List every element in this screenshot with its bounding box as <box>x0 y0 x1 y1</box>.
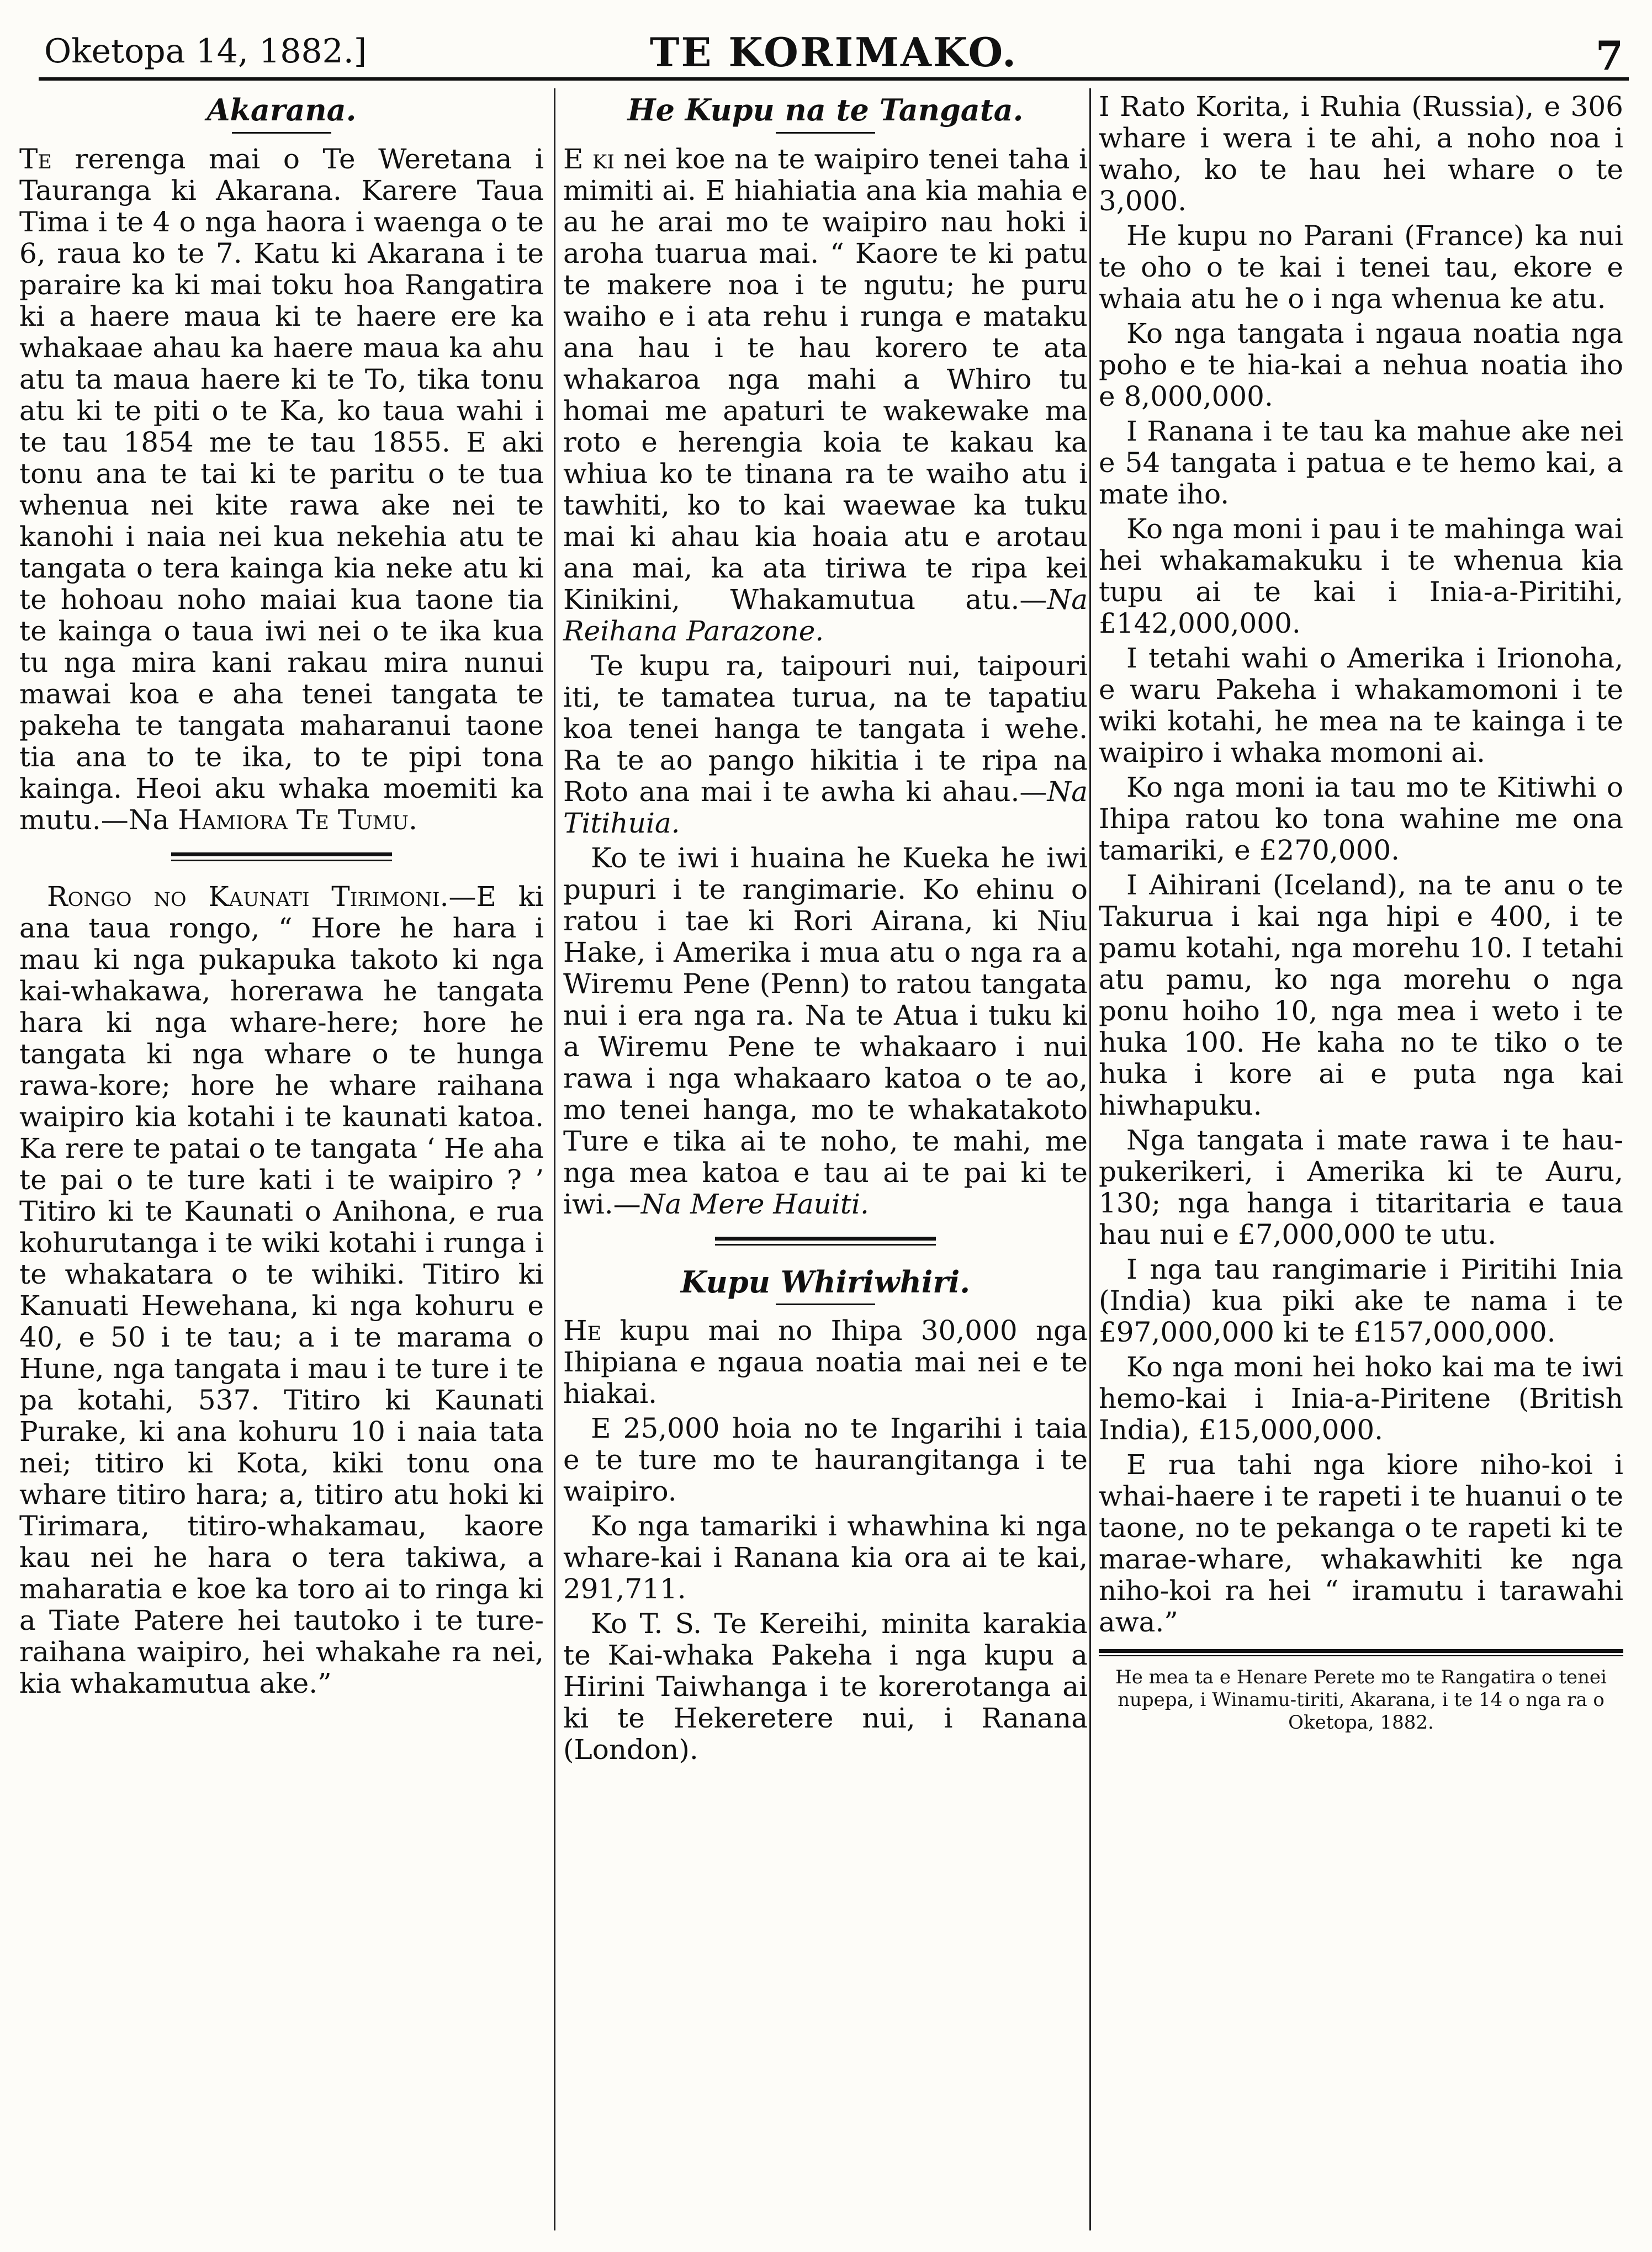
printer-imprint: He mea ta e Henare Perete mo te Rangatira o tenei nupepa, i Winamu-tiriti, Akarana, i te 14 o nga ra o Oketopa, 1882. <box>1115 1666 1607 1734</box>
news-item: Ko nga moni hei hoko kai ma te iwi hemo-kai i Inia-a-Piritene (British India), £15,000,000. <box>1099 1351 1623 1446</box>
newspaper-title: TE KORIMAKO. <box>649 29 1018 76</box>
column-2 <box>563 91 1088 1769</box>
news-item: I Rato Korita, i Ruhia (Russia), e 306 whare i wera i te ahi, a noho noa i waho, ko te hau hei whare o te 3,000. <box>1099 91 1623 217</box>
drop-word: He <box>563 1315 602 1347</box>
article-paragraph: E 25,000 hoia no te Ingarihi i taia e te ture mo te haurangitanga i te waipiro. <box>563 1412 1088 1508</box>
column-divider <box>1089 88 1091 2230</box>
author-signature: Na Titihuia. <box>563 775 1088 839</box>
article-paragraph <box>563 1315 1088 1410</box>
article-paragraph <box>563 650 1088 839</box>
column-divider <box>554 88 555 2230</box>
news-item: Ko nga moni ia tau mo te Kitiwhi o Ihipa ratou ko tona wahine me ona tamariki, e £270,000. <box>1099 771 1623 866</box>
imprint-rule <box>1099 1649 1623 1656</box>
article-paragraph: Ko nga tamariki i whawhina ki nga whare-kai i Ranana kia ora ai te kai, 291,711. <box>563 1510 1088 1605</box>
heading-rule <box>776 1303 875 1305</box>
author-signature: Na Mere Hauiti. <box>640 1188 869 1220</box>
article-paragraph <box>19 881 544 1699</box>
paragraph-text: Ko te iwi i huaina he Kueka he iwi pupuri i te rangimarie. Ko ehinu o ratou i tae ki Rori Airana, ki Niu Hake, i Amerika i mua atu o nga ra a Wiremu Pene (Penn) to ratou tangata nui i era nga ra. Na te Atua i tuku ki a Wiremu Pene te whakaaro i nui rawa i nga whakaaro katoa o te ao, mo tenei hanga, mo te whakatakoto Ture e tika ai te noho, te mahi, me nga mea katoa e tau ai te pai ki te iwi.— <box>563 841 1088 1220</box>
article-paragraph <box>19 144 544 836</box>
article-heading-kupu: He Kupu na te Tangata. <box>627 92 1024 128</box>
paragraph-text: nei koe na te waipiro tenei taha i mimiti ai. E hiahiatia ana kia mahia e au he arai mo te waipiro nau hoki i aroha tuarua mai. “ Kaore te ki patu te makere noa i te ngutu; he puru waiho e i ata rehu i runga e mataku ana hau i te hau korero te ata whakaroa nga mahi a Whiro tu homai me apaturi te wakewake ma roto e herengia koia te kakau ka whiua ko te tinana ra te waiho atu i tawhiti, ko to kai waewae ka tuku mai ki ahau kia hoaia atu e arotau ana mai, ka ata tiriwa te ripa kei Kinikini, Whakamutua atu.— <box>563 142 1088 616</box>
news-item: Ko nga tangata i ngaua noatia nga poho e te hia-kai a nehua noatia iho e 8,000,000. <box>1099 317 1623 412</box>
heading-rule <box>776 132 875 134</box>
article-paragraph <box>563 144 1088 647</box>
column-3 <box>1099 91 1623 1734</box>
news-item: Ko nga moni i pau i te mahinga wai hei whakamakuku i te whenua kia tupu ai te kai i Inia-a-Piritihi, £142,000,000. <box>1099 513 1623 639</box>
news-item: I nga tau rangimarie i Piritihi Inia (India) kua piki ake te nama i te £97,000,000 ki te £157,000,000. <box>1099 1253 1623 1348</box>
column-1 <box>19 91 544 1703</box>
drop-word: E ki <box>563 142 615 175</box>
section-divider <box>715 1237 936 1246</box>
author-signature: Hamiora Te Tumu. <box>178 803 417 836</box>
news-item: I Aihirani (Iceland), na te anu o te Takurua i kai nga hipi e 400, i te pamu kotahi, nga morehu 10. I tetahi atu pamu, ko nga morehu o nga ponu hoiho 10, nga mea i weto i te huka 100. He kaha no te tiko o te huka i kore ai e puta nga kai hiwhapuku. <box>1099 869 1623 1121</box>
article-heading-akarana: Akarana. <box>206 92 357 128</box>
issue-date: Oketopa 14, 1882.] <box>44 32 367 71</box>
paragraph-text: kupu mai no Ihipa 30,000 nga Ihipiana e ngaua noatia mai nei e te hiakai. <box>563 1315 1088 1410</box>
section-divider <box>171 852 392 861</box>
news-item: I Ranana i te tau ka mahue ake nei e 54 tangata i patua e te hemo kai, a mate iho. <box>1099 415 1623 510</box>
paragraph-text: Te kupu ra, taipouri nui, taipouri iti, te tamatea turua, na te tapatiu koa tenei hanga te tangata i wehe. Ra te ao pango hikitia i te ripa na Roto ana mai i te awha ki ahau.— <box>563 649 1088 808</box>
paragraph-text: —E ki ana taua rongo, “ Hore he hara i mau ki nga pukapuka takoto ki nga kai-whakawa, horerawa he tangata hara ki nga whare-here; hore he tangata ki nga whare o te hunga rawa-kore; hore he whare raihana waipiro kia kotahi i te kaunati katoa. Ka rere te patai o te tangata ‘ He aha te pai o te ture kati i te waipiro ? ’ Titiro ki te Kaunati o Anihona, e rua kohurutanga i te wiki kotahi i runga i te whakatara o te wihiki. Titiro ki Kanuati Hewehana, ki nga kohuru e 40, e 50 i te tau; a i te marama o Hune, nga tangata i mau i te ture i te pa kotahi, 537. Titiro ki Kaunati Purake, ki ana kohuru 10 i naia tata nei; titiro ki Kota, kiki tonu ona whare titiro hara; a, titiro atu hoki ki Tirimara, titiro-whakamau, kaore kau nei he hara o tera takiwa, a maharatia e koe ka toro ai to ringa ki a Tiate Patere hei tautoko i te ture-raihana waipiro, hei whakahe ra nei, kia whakamutua ake.” <box>19 880 544 1699</box>
news-item: Nga tangata i mate rawa i te hau-pukerikeri, i Amerika ki te Auru, 130; nga hanga i titaritaria e taua hau nui e £7,000,000 te utu. <box>1099 1124 1623 1250</box>
author-signature: Na Reihana Parazone. <box>563 583 1088 647</box>
news-item: He kupu no Parani (France) ka nui te oho o te kai i tenei tau, ekore e whaia atu he o i nga whenua ke atu. <box>1099 220 1623 315</box>
news-item: E rua tahi nga kiore niho-koi i whai-haere i te rapeti i te huanui o te taone, no te pekanga o te rapeti ki te marae-whare, whakawhiti ke nga niho-koi ra hei “ iramutu i tarawahi awa.” <box>1099 1449 1623 1638</box>
article-paragraph <box>563 842 1088 1220</box>
article-paragraph: Ko T. S. Te Kereihi, minita karakia te Kai-whaka Pakeha i nga kupu a Hirini Taiwhanga i te korerotanga ai ki te Hekeretere nui, i Ranana (London). <box>563 1608 1088 1766</box>
masthead <box>39 17 1629 81</box>
heading-rule <box>232 132 331 134</box>
page-number: 7 <box>1595 32 1623 79</box>
paragraph-text: rerenga mai o Te Weretana i Tauranga ki Akarana. Karere Taua Tima i te 4 o nga haora i waenga o te 6, raua ko te 7. Katu ki Akarana i te paraire ka ki mai toku hoa Rangatira ki a haere maua ki te haere ere ka whakaae ahau ka haere maua ka ahu atu ta maua haere ki te To, tika tonu atu ki te piti o te Ka, ko taua wahi i te tau 1854 me te tau 1855. E aki tonu ana te tai ki te paritu o te tua whenua nei kite rawa ake nei te kanohi i naia nei kua nekehia atu te tangata o tera kainga kia neke atu ki te hohoau noho maiai kua taone tia te kainga o taua iwi nei o te ika kua tu nga mira kani rakau mira nunui mawai koa e aha tenei tangata te pakeha te tangata maharanui taone tia ana to te ika, to te pipi tona kainga. Heoi aku whaka moemiti ka mutu.—Na <box>19 142 544 836</box>
article-heading-whiriwhiri: Kupu Whiriwhiri. <box>680 1264 971 1300</box>
article-lead-title: Rongo no Kaunati Tirimoni. <box>47 880 449 913</box>
news-item: I tetahi wahi o Amerika i Irionoha, e waru Pakeha i whakamomoni i te wiki kotahi, he mea na te kainga i te waipiro i whaka momoni ai. <box>1099 642 1623 769</box>
drop-word: Te <box>19 142 52 175</box>
